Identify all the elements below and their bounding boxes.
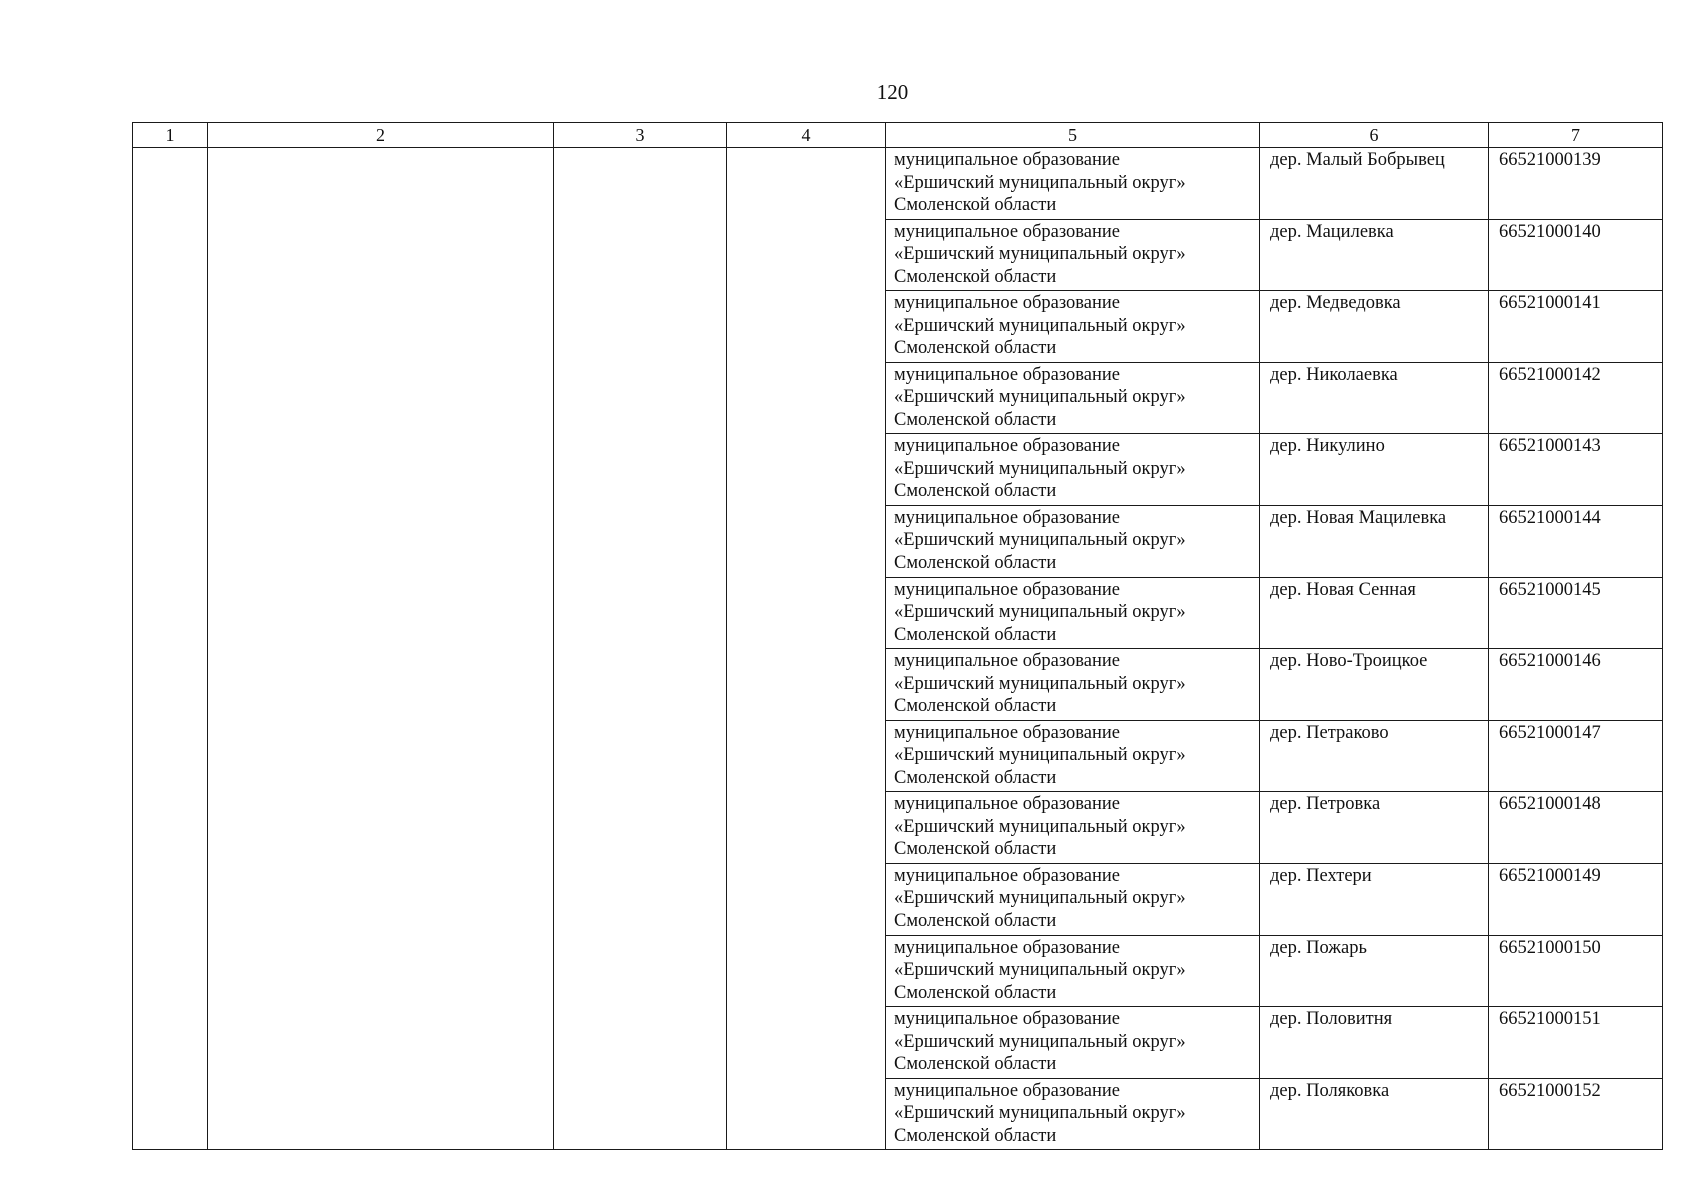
column-header-1: 1 xyxy=(133,123,208,148)
oktmo-code-cell: 66521000147 xyxy=(1489,720,1663,792)
col-1-empty-cell xyxy=(133,148,208,1150)
admin-unit-line: «Ершичский муниципальный округ» xyxy=(894,1031,1186,1052)
admin-unit-cell xyxy=(886,935,1260,1007)
column-header-4: 4 xyxy=(727,123,886,148)
admin-unit-line: «Ершичский муниципальный округ» xyxy=(894,172,1186,193)
admin-unit-cell xyxy=(886,291,1260,363)
col-2-empty-cell xyxy=(208,148,554,1150)
admin-unit-line: муниципальное образование xyxy=(894,794,1121,815)
admin-unit-line: муниципальное образование xyxy=(894,221,1121,242)
settlement-name-cell: дер. Новая Мацилевка xyxy=(1260,505,1489,577)
admin-unit-cell xyxy=(886,577,1260,649)
admin-unit-cell xyxy=(886,649,1260,721)
admin-unit-line: «Ершичский муниципальный округ» xyxy=(894,315,1186,336)
admin-unit-line: муниципальное образование xyxy=(894,293,1121,314)
admin-unit-line: «Ершичский муниципальный округ» xyxy=(894,960,1186,981)
admin-unit-line: муниципальное образование xyxy=(894,507,1121,528)
column-header-2: 2 xyxy=(208,123,554,148)
admin-unit-line: Смоленской области xyxy=(894,338,1057,359)
oktmo-code-cell: 66521000152 xyxy=(1489,1078,1663,1150)
col-4-empty-cell xyxy=(727,148,886,1150)
admin-unit-cell xyxy=(886,219,1260,291)
settlement-name-cell: дер. Пехтери xyxy=(1260,863,1489,935)
admin-unit-line: Смоленской области xyxy=(894,624,1057,645)
oktmo-code-cell: 66521000139 xyxy=(1489,148,1663,220)
admin-unit-line: муниципальное образование xyxy=(894,1080,1121,1101)
admin-unit-line: муниципальное образование xyxy=(894,722,1121,743)
admin-unit-line: Смоленской области xyxy=(894,910,1057,931)
admin-unit-line: муниципальное образование xyxy=(894,651,1121,672)
settlement-name-cell: дер. Петровка xyxy=(1260,792,1489,864)
column-header-3: 3 xyxy=(554,123,727,148)
admin-unit-line: Смоленской области xyxy=(894,195,1057,215)
admin-unit-cell xyxy=(886,362,1260,434)
settlement-name-cell: дер. Поляковка xyxy=(1260,1078,1489,1150)
admin-unit-line: муниципальное образование xyxy=(894,150,1121,170)
table-header xyxy=(133,123,1663,148)
table-body xyxy=(133,148,1663,1150)
page-number: 120 xyxy=(876,80,909,104)
oktmo-code-cell: 66521000146 xyxy=(1489,649,1663,721)
admin-unit-cell xyxy=(886,1078,1260,1150)
admin-unit-line: Смоленской области xyxy=(894,552,1057,573)
admin-unit-line: «Ершичский муниципальный округ» xyxy=(894,745,1186,766)
oktmo-code-cell: 66521000143 xyxy=(1489,434,1663,506)
admin-unit-cell xyxy=(886,1007,1260,1079)
admin-unit-cell xyxy=(886,434,1260,506)
col-3-empty-cell xyxy=(554,148,727,1150)
settlement-name-cell: дер. Медведовка xyxy=(1260,291,1489,363)
table-row xyxy=(133,148,1663,220)
oktmo-code-cell: 66521000145 xyxy=(1489,577,1663,649)
admin-unit-line: Смоленской области xyxy=(894,409,1057,430)
admin-unit-cell xyxy=(886,792,1260,864)
admin-unit-cell xyxy=(886,148,1260,220)
admin-unit-line: Смоленской области xyxy=(894,266,1057,287)
admin-unit-line: «Ершичский муниципальный округ» xyxy=(894,387,1186,408)
admin-unit-line: «Ершичский муниципальный округ» xyxy=(894,602,1186,623)
column-header-6: 6 xyxy=(1260,123,1489,148)
admin-unit-cell xyxy=(886,720,1260,792)
oktmo-code-cell: 66521000142 xyxy=(1489,362,1663,434)
settlement-name-cell: дер. Мацилевка xyxy=(1260,219,1489,291)
settlement-name-cell: дер. Малый Бобрывец xyxy=(1260,148,1489,220)
admin-unit-line: муниципальное образование xyxy=(894,937,1121,958)
admin-unit-cell xyxy=(886,863,1260,935)
admin-unit-line: «Ершичский муниципальный округ» xyxy=(894,816,1186,837)
oktmo-code-cell: 66521000150 xyxy=(1489,935,1663,1007)
settlement-name-cell: дер. Половитня xyxy=(1260,1007,1489,1079)
admin-unit-line: Смоленской области xyxy=(894,839,1057,860)
admin-unit-line: «Ершичский муниципальный округ» xyxy=(894,888,1186,909)
admin-unit-line: муниципальное образование xyxy=(894,436,1121,457)
admin-unit-line: муниципальное образование xyxy=(894,865,1121,886)
admin-unit-line: «Ершичский муниципальный округ» xyxy=(894,673,1186,694)
admin-unit-line: Смоленской области xyxy=(894,982,1057,1003)
oktmo-code-cell: 66521000141 xyxy=(1489,291,1663,363)
admin-unit-line: «Ершичский муниципальный округ» xyxy=(894,530,1186,551)
column-header-7: 7 xyxy=(1489,123,1663,148)
oktmo-code-cell: 66521000140 xyxy=(1489,219,1663,291)
admin-unit-cell xyxy=(886,505,1260,577)
admin-unit-line: Смоленской области xyxy=(894,1125,1057,1146)
settlements-table xyxy=(132,122,1663,1150)
oktmo-code-cell: 66521000148 xyxy=(1489,792,1663,864)
settlement-name-cell: дер. Ново-Троицкое xyxy=(1260,649,1489,721)
admin-unit-line: муниципальное образование xyxy=(894,579,1121,600)
settlement-name-cell: дер. Николаевка xyxy=(1260,362,1489,434)
header-row xyxy=(133,123,1663,148)
settlement-name-cell: дер. Петраково xyxy=(1260,720,1489,792)
settlement-name-cell: дер. Никулино xyxy=(1260,434,1489,506)
admin-unit-line: Смоленской области xyxy=(894,1054,1057,1075)
oktmo-code-cell: 66521000144 xyxy=(1489,505,1663,577)
admin-unit-line: Смоленской области xyxy=(894,696,1057,717)
admin-unit-line: «Ершичский муниципальный округ» xyxy=(894,1103,1186,1124)
column-header-5: 5 xyxy=(886,123,1260,148)
admin-unit-line: муниципальное образование xyxy=(894,364,1121,385)
oktmo-code-cell: 66521000151 xyxy=(1489,1007,1663,1079)
admin-unit-line: Смоленской области xyxy=(894,767,1057,788)
settlement-name-cell: дер. Новая Сенная xyxy=(1260,577,1489,649)
settlement-name-cell: дер. Пожарь xyxy=(1260,935,1489,1007)
admin-unit-line: муниципальное образование xyxy=(894,1009,1121,1030)
admin-unit-line: «Ершичский муниципальный округ» xyxy=(894,244,1186,265)
admin-unit-line: Смоленской области xyxy=(894,481,1057,502)
oktmo-code-cell: 66521000149 xyxy=(1489,863,1663,935)
admin-unit-line: «Ершичский муниципальный округ» xyxy=(894,458,1186,479)
